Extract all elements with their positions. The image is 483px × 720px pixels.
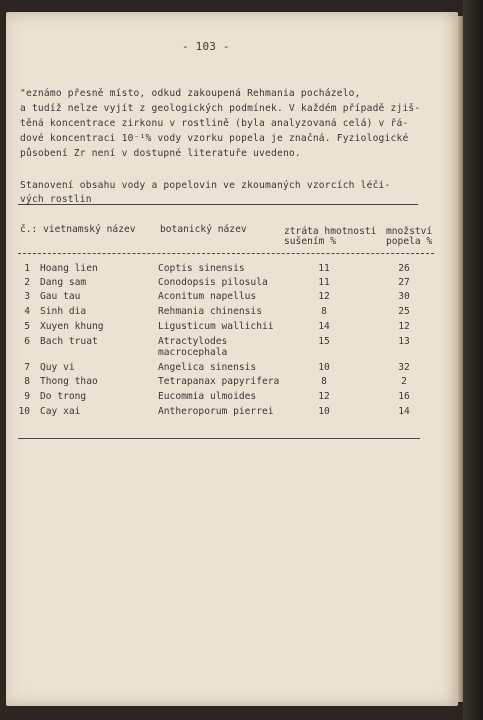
paragraph-line-2: a tudíž nelze vyjít z geologických podmínek. V každém případě zjiš-	[20, 103, 421, 114]
header-col1: č.: vietnamský název	[20, 224, 136, 235]
row-number: 7	[24, 362, 30, 373]
header-rule	[18, 253, 434, 254]
vietnamese-name: Quy vi	[40, 362, 75, 373]
vietnamese-name: Do trong	[40, 391, 87, 402]
drying-loss-value: 10	[318, 406, 330, 417]
vietnamese-name: Cay xai	[40, 406, 81, 417]
ash-content-value: 32	[398, 362, 410, 373]
vietnamese-name: Gau tau	[40, 291, 81, 302]
table-bottom-rule	[18, 438, 420, 439]
ash-content-value: 12	[398, 321, 410, 332]
drying-loss-value: 11	[318, 263, 330, 274]
drying-loss-value: 10	[318, 362, 330, 373]
row-number: 3	[24, 291, 30, 302]
ash-content-value: 2	[401, 376, 407, 387]
header-col4-line1: množství	[386, 226, 433, 237]
book-spine	[463, 0, 483, 720]
botanical-name: Rehmania chinensis	[158, 306, 262, 317]
row-number: 10	[18, 406, 30, 417]
vietnamese-name: Dang sam	[40, 277, 87, 288]
caption-rule	[18, 204, 418, 205]
drying-loss-value: 8	[321, 306, 327, 317]
drying-loss-value: 12	[318, 391, 330, 402]
row-number: 6	[24, 336, 30, 347]
row-number: 1	[24, 263, 30, 274]
page-number: - 103 -	[182, 40, 230, 53]
row-number: 4	[24, 306, 30, 317]
drying-loss-value: 8	[321, 376, 327, 387]
botanical-name: Angelica sinensis	[158, 362, 257, 373]
paragraph-line-5: působení Zr není v dostupné literatuře uvedeno.	[20, 148, 301, 159]
botanical-name: Atractylodes	[158, 336, 228, 347]
header-col4-line2: popela %	[386, 236, 433, 247]
ash-content-value: 30	[398, 291, 410, 302]
drying-loss-value: 15	[318, 336, 330, 347]
row-number: 9	[24, 391, 30, 402]
ash-content-value: 16	[398, 391, 410, 402]
botanical-name: macrocephala	[158, 347, 228, 358]
table-caption-line-2: vých rostlin	[20, 194, 92, 205]
drying-loss-value: 12	[318, 291, 330, 302]
botanical-name: Coptis sinensis	[158, 263, 245, 274]
botanical-name: Conodopsis pilosula	[158, 277, 268, 288]
botanical-name: Eucommia ulmoides	[158, 391, 257, 402]
drying-loss-value: 11	[318, 277, 330, 288]
vietnamese-name: Hoang lien	[40, 263, 98, 274]
botanical-name: Tetrapanax papyrifera	[158, 376, 280, 387]
header-col3-line2: sušením %	[284, 236, 336, 247]
botanical-name: Antheroporum pierrei	[158, 406, 274, 417]
ash-content-value: 26	[398, 263, 410, 274]
vietnamese-name: Sinh dia	[40, 306, 87, 317]
vietnamese-name: Thong thao	[40, 376, 98, 387]
botanical-name: Aconitum napellus	[158, 291, 257, 302]
table-caption-line-1: Stanovení obsahu vody a popelovin ve zkoumaných vzorcích léči-	[20, 180, 391, 191]
row-number: 5	[24, 321, 30, 332]
drying-loss-value: 14	[318, 321, 330, 332]
ash-content-value: 25	[398, 306, 410, 317]
vietnamese-name: Xuyen khung	[40, 321, 104, 332]
row-number: 2	[24, 277, 30, 288]
ash-content-value: 13	[398, 336, 410, 347]
vietnamese-name: Bach truat	[40, 336, 98, 347]
row-number: 8	[24, 376, 30, 387]
ash-content-value: 14	[398, 406, 410, 417]
header-col2: botanický název	[160, 224, 247, 235]
botanical-name: Ligusticum wallichii	[158, 321, 274, 332]
paragraph-line-1: "eznámo přesně místo, odkud zakoupená Rehmania pocházelo,	[20, 88, 361, 99]
ash-content-value: 27	[398, 277, 410, 288]
paragraph-line-4: dové koncentraci 10⁻¹% vody vzorku popela je značná. Fyziologické	[20, 133, 409, 144]
paragraph-line-3: těná koncentrace zirkonu v rostlině (byla analyzovaná celá) v řá-	[20, 118, 409, 129]
header-col3-line1: ztráta hmotnosti	[284, 226, 377, 237]
